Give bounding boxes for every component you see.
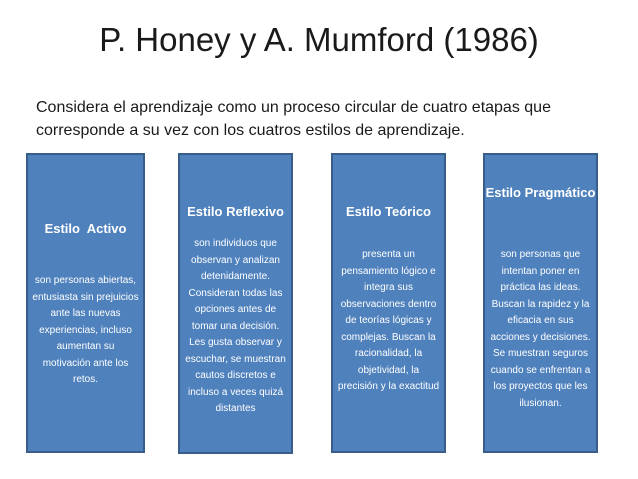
style-description-pragmatico: son personas que intentan poner en práctica las ideas. Buscan la rapidez y la eficacia en sus acciones y decisiones. Se muestran seguros cuando se enfrentan a los proyectos que les ilusionan. bbox=[490, 249, 591, 409]
style-box-pragmatico bbox=[483, 153, 598, 453]
style-description-teorico: presenta un pensamiento lógico e integra sus observaciones dentro de teorías lógicas y complejas. Buscan la racionalidad, la objetividad, la precisión y la exactitud bbox=[337, 249, 440, 392]
style-name-teorico: Estilo Teórico bbox=[346, 204, 431, 219]
style-box-reflexivo bbox=[178, 153, 293, 454]
style-box-activo bbox=[26, 153, 145, 453]
style-name-activo: Estilo Activo bbox=[44, 221, 127, 236]
slide-title: P. Honey y A. Mumford (1986) bbox=[99, 21, 539, 58]
style-description-reflexivo: son individuos que observan y analizan detenidamente. Consideran todas las opciones antes de tomar una decisión. Les gusta observar y escuchar, se muestran cautos discretos e incluso a veces quizá distantes bbox=[185, 238, 286, 414]
style-description-activo: son personas abiertas, entusiasta sin prejuicios ante las nuevas experiencias, incluso aumentan su motivación ante los retos. bbox=[32, 275, 139, 385]
style-name-reflexivo: Estilo Reflexivo bbox=[187, 204, 284, 219]
intro-text: Considera el aprendizaje como un proceso circular de cuatro etapas que corresponde a su vez con los cuatros estilos de aprendizaje. bbox=[36, 99, 551, 139]
style-box-teorico bbox=[331, 153, 446, 453]
style-name-pragmatico: Estilo Pragmático bbox=[485, 185, 596, 200]
